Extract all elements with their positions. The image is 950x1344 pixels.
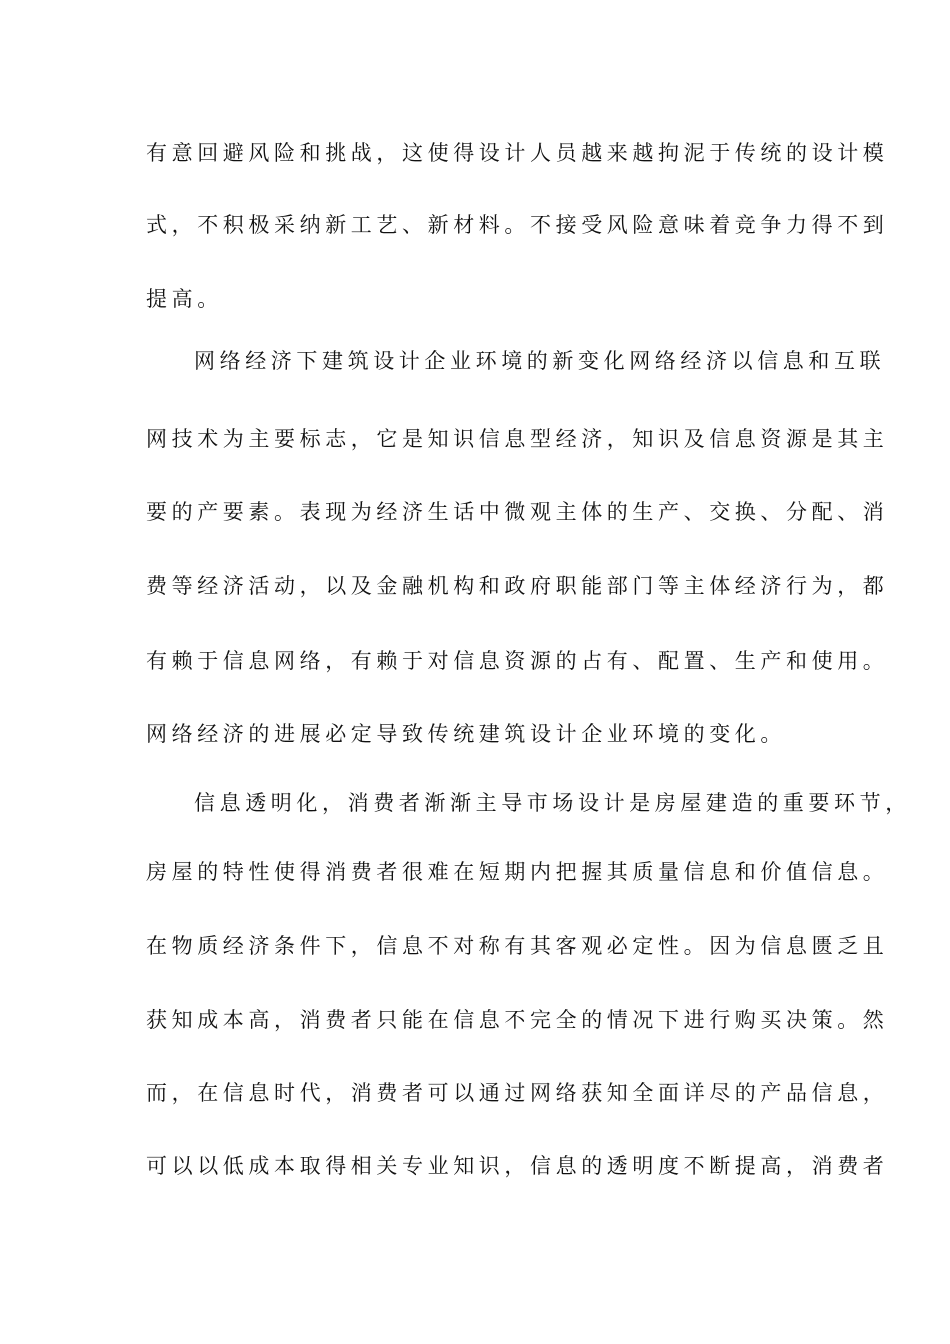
text-line: 式，不积极采纳新工艺、新材料。不接受风险意味着竞争力得不到 — [146, 213, 889, 237]
text-line: 网络经济下建筑设计企业环境的新变化网络经济以信息和互联 — [194, 349, 886, 373]
text-line: 信息透明化，消费者渐渐主导市场设计是房屋建造的重要环节， — [194, 791, 911, 815]
text-line: 可以以低成本取得相关专业知识，信息的透明度不断提高，消费者 — [146, 1154, 889, 1178]
text-line: 费等经济活动，以及金融机构和政府职能部门等主体经济行为，都 — [146, 574, 889, 598]
text-line: 房屋的特性使得消费者很难在短期内把握其质量信息和价值信息。 — [146, 860, 889, 884]
text-line: 要的产要素。表现为经济生话中微观主体的生产、交换、分配、消 — [146, 500, 889, 524]
text-line: 获知成本高，消费者只能在信息不完全的情况下进行购买决策。然 — [146, 1008, 889, 1032]
text-line: 在物质经济条件下，信息不对称有其客观必定性。因为信息匮乏且 — [146, 934, 889, 958]
text-line: 而，在信息时代，消费者可以通过网络获知全面详尽的产品信息， — [146, 1081, 889, 1105]
text-line: 有意回避风险和挑战，这使得设计人员越来越拘泥于传统的设计模 — [146, 141, 889, 165]
text-line: 网技术为主要标志，它是知识信息型经济，知识及信息资源是其主 — [146, 427, 889, 451]
text-line: 网络经济的进展必定导致传统建筑设计企业环境的变化。 — [146, 722, 786, 746]
text-line: 有赖于信息网络，有赖于对信息资源的占有、配置、生产和使用。 — [146, 649, 889, 673]
text-line: 提高。 — [146, 287, 223, 311]
